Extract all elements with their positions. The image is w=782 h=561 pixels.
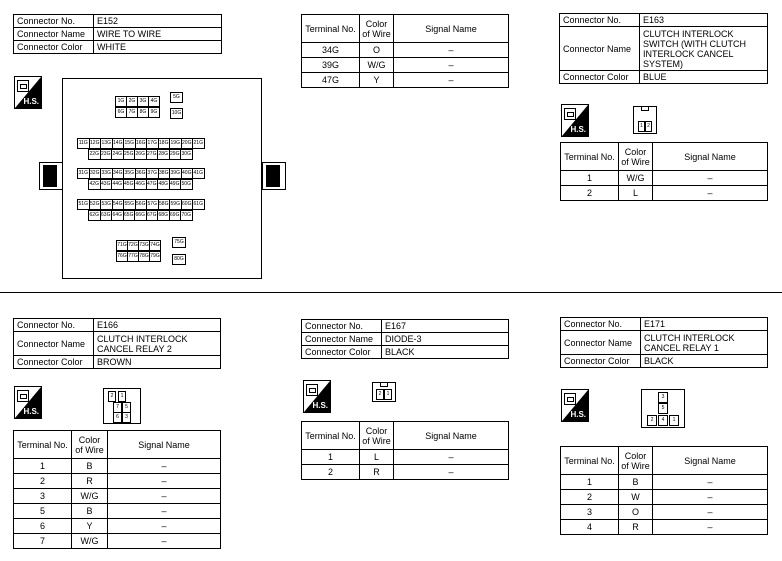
table-row: 2 R – [14, 474, 221, 489]
e152-pin: 33G [100, 168, 113, 179]
e152-pin: 44G [111, 179, 124, 190]
e152-pin: 67G [146, 210, 159, 221]
e152-pin: 11G [77, 138, 90, 149]
header-terminal-no: Terminal No. [302, 15, 360, 43]
e171-connector-no: E171 [641, 318, 768, 331]
e167-connector-no: E167 [382, 320, 509, 333]
e166-connector-face: 2 1 7 5 6 3 [103, 388, 141, 424]
e166-connector-name: CLUTCH INTERLOCK CANCEL RELAY 2 [94, 332, 221, 356]
header-wire-color: Color of Wire [360, 15, 394, 43]
e152-pin: 20G [181, 138, 194, 149]
e152-pin: 63G [100, 210, 113, 221]
e171-connector-name: CLUTCH INTERLOCK CANCEL RELAY 1 [641, 331, 768, 355]
e152-pin: 7G [126, 107, 138, 118]
e171-connector-face: 3 5 2 4 1 [641, 389, 685, 428]
e171-connector-color: BLACK [641, 355, 768, 368]
e152-pin: 4G [148, 96, 160, 107]
e152-pin: 13G [100, 138, 113, 149]
table-row: 2 W – [561, 490, 768, 505]
header-signal-name: Signal Name [394, 15, 509, 43]
e152-pin: 52G [89, 199, 102, 210]
e152-pin: 55G [123, 199, 136, 210]
e152-pin: 40G [181, 168, 194, 179]
hs-icon: H.S. [14, 386, 42, 419]
e152-pin: 77G [127, 251, 139, 262]
e152-connector-no: E152 [94, 15, 222, 28]
e152-pin: 42G [88, 179, 101, 190]
e152-pin: 29G [169, 149, 182, 160]
e152-pin: 15G [123, 138, 136, 149]
table-row: 1 B – [561, 475, 768, 490]
e152-pin: 61G [192, 199, 205, 210]
e152-pin: 35G [123, 168, 136, 179]
e171-terminal-table: Terminal No. Color of Wire Signal Name 1 B – 2 W – 3 O – 4 R – [560, 446, 768, 535]
e152-pin: 58G [158, 199, 171, 210]
e163-connector-name: CLUTCH INTERLOCK SWITCH (WITH CLUTCH INTERLOCK CANCEL SYSTEM) [640, 27, 768, 71]
e152-pin: 5G [170, 92, 183, 103]
hs-icon: H.S. [14, 76, 42, 109]
table-row: 39G W/G – [302, 58, 509, 73]
e152-pin: 45G [123, 179, 136, 190]
e167-connector-face: 2 1 [372, 382, 396, 402]
e166-connector-color: BROWN [94, 356, 221, 369]
label-connector-name: Connector Name [14, 28, 94, 41]
e152-pin: 8G [137, 107, 149, 118]
e152-pin: 66G [134, 210, 147, 221]
e152-pin: 56G [135, 199, 148, 210]
e152-pin: 16G [135, 138, 148, 149]
e152-pin: 34G [112, 168, 125, 179]
e152-pin: 73G [138, 240, 150, 251]
e152-pin: 62G [88, 210, 101, 221]
e152-pin: 2G [126, 96, 138, 107]
table-row: 1 L – [302, 450, 509, 465]
e163-terminal-table: Terminal No. Color of Wire Signal Name 1 W/G – 2 L – [560, 142, 768, 201]
e152-pin: 57G [146, 199, 159, 210]
table-row: 4 R – [561, 520, 768, 535]
e152-pin: 37G [146, 168, 159, 179]
e152-pin: 64G [111, 210, 124, 221]
e152-info-table [13, 14, 222, 54]
e152-connector-color: WHITE [94, 41, 222, 54]
e166-connector-no: E166 [94, 319, 221, 332]
e152-pin: 49G [169, 179, 182, 190]
e152-pin: 18G [158, 138, 171, 149]
e152-pin: 60G [181, 199, 194, 210]
e167-connector-color: BLACK [382, 346, 509, 359]
hs-icon: H.S. [561, 389, 589, 422]
e152-pin: 36G [135, 168, 148, 179]
e152-pin: 54G [112, 199, 125, 210]
e152-pin: 70G [180, 210, 193, 221]
table-row: 7 W/G – [14, 534, 221, 549]
label-connector-color: Connector Color [14, 41, 94, 54]
e152-pin: 50G [180, 179, 193, 190]
e152-pin: 46G [134, 179, 147, 190]
e152-pin: 43G [100, 179, 113, 190]
e152-pin: 31G [77, 168, 90, 179]
e152-pin: 74G [149, 240, 161, 251]
e152-pin: 9G [148, 107, 160, 118]
e152-pin: 21G [192, 138, 205, 149]
table-row: 6 Y – [14, 519, 221, 534]
e152-pin: 27G [146, 149, 159, 160]
e152-pin: 68G [157, 210, 170, 221]
e152-pin: 59G [169, 199, 182, 210]
e152-pin: 24G [111, 149, 124, 160]
e152-pin: 25G [123, 149, 136, 160]
table-row: 3 O – [561, 505, 768, 520]
e152-pin: 51G [77, 199, 90, 210]
table-row: 1 W/G – [561, 171, 768, 186]
e152-pin: 3G [137, 96, 149, 107]
e167-terminal-table: Terminal No. Color of Wire Signal Name 1 L – 2 R – [301, 421, 509, 480]
e171-info-table: Connector No. E171 Connector Name CLUTCH INTERLOCK CANCEL RELAY 1 Connector Color BLACK [560, 317, 768, 368]
e152-pin: 79G [149, 251, 161, 262]
table-row: 5 B – [14, 504, 221, 519]
e152-pin: 71G [116, 240, 128, 251]
e152-pin: 78G [138, 251, 150, 262]
section-divider [0, 292, 782, 293]
e152-pin: 23G [100, 149, 113, 160]
hs-icon: H.S. [561, 104, 589, 137]
e152-pin: 75G [172, 237, 186, 248]
e166-info-table: Connector No. E166 Connector Name CLUTCH INTERLOCK CANCEL RELAY 2 Connector Color BROWN [13, 318, 221, 369]
table-row: 47G Y – [302, 73, 509, 88]
e167-connector-name: DIODE-3 [382, 333, 509, 346]
table-row: 2 R – [302, 465, 509, 480]
table-row: 34G O – [302, 43, 509, 58]
e152-pin: 48G [157, 179, 170, 190]
e152-terminal-table [301, 14, 509, 88]
e152-pin: 6G [115, 107, 127, 118]
label-connector-no: Connector No. [14, 15, 94, 28]
e152-pin: 14G [112, 138, 125, 149]
e152-pin: 41G [192, 168, 205, 179]
e152-pin: 12G [89, 138, 102, 149]
e152-pin: 30G [180, 149, 193, 160]
e152-pin: 76G [116, 251, 128, 262]
e152-pin: 28G [157, 149, 170, 160]
table-row: 3 W/G – [14, 489, 221, 504]
e166-terminal-table: Terminal No. Color of Wire Signal Name 1 B – 2 R – 3 W/G – 5 B – 6 Y – 7 W/G – [13, 430, 221, 549]
e152-pin: 22G [88, 149, 101, 160]
table-row: 2 L – [561, 186, 768, 201]
e152-pin: 69G [169, 210, 182, 221]
e152-pin: 47G [146, 179, 159, 190]
e152-pin: 53G [100, 199, 113, 210]
e152-pin: 1G [115, 96, 127, 107]
e152-pin: 32G [89, 168, 102, 179]
e152-pin: 19G [169, 138, 182, 149]
e167-info-table: Connector No. E167 Connector Name DIODE-3 Connector Color BLACK [301, 319, 509, 359]
e163-info-table: Connector No. E163 Connector Name CLUTCH INTERLOCK SWITCH (WITH CLUTCH INTERLOCK CANCEL SYSTEM) Connector Color BLUE [559, 13, 768, 84]
e152-pin: 65G [123, 210, 136, 221]
e163-connector-no: E163 [640, 14, 768, 27]
e152-connector-name: WIRE TO WIRE [94, 28, 222, 41]
e152-pin: 80G [172, 254, 186, 265]
e152-pin: 10G [170, 108, 183, 119]
hs-icon: H.S. [303, 380, 331, 413]
e163-connector-face: 1 2 [633, 106, 657, 134]
table-row: 1 B – [14, 459, 221, 474]
e152-pin: 26G [134, 149, 147, 160]
e152-pin: 72G [127, 240, 139, 251]
e163-connector-color: BLUE [640, 71, 768, 84]
e152-pin: 39G [169, 168, 182, 179]
e152-pin: 17G [146, 138, 159, 149]
e152-pin: 38G [158, 168, 171, 179]
